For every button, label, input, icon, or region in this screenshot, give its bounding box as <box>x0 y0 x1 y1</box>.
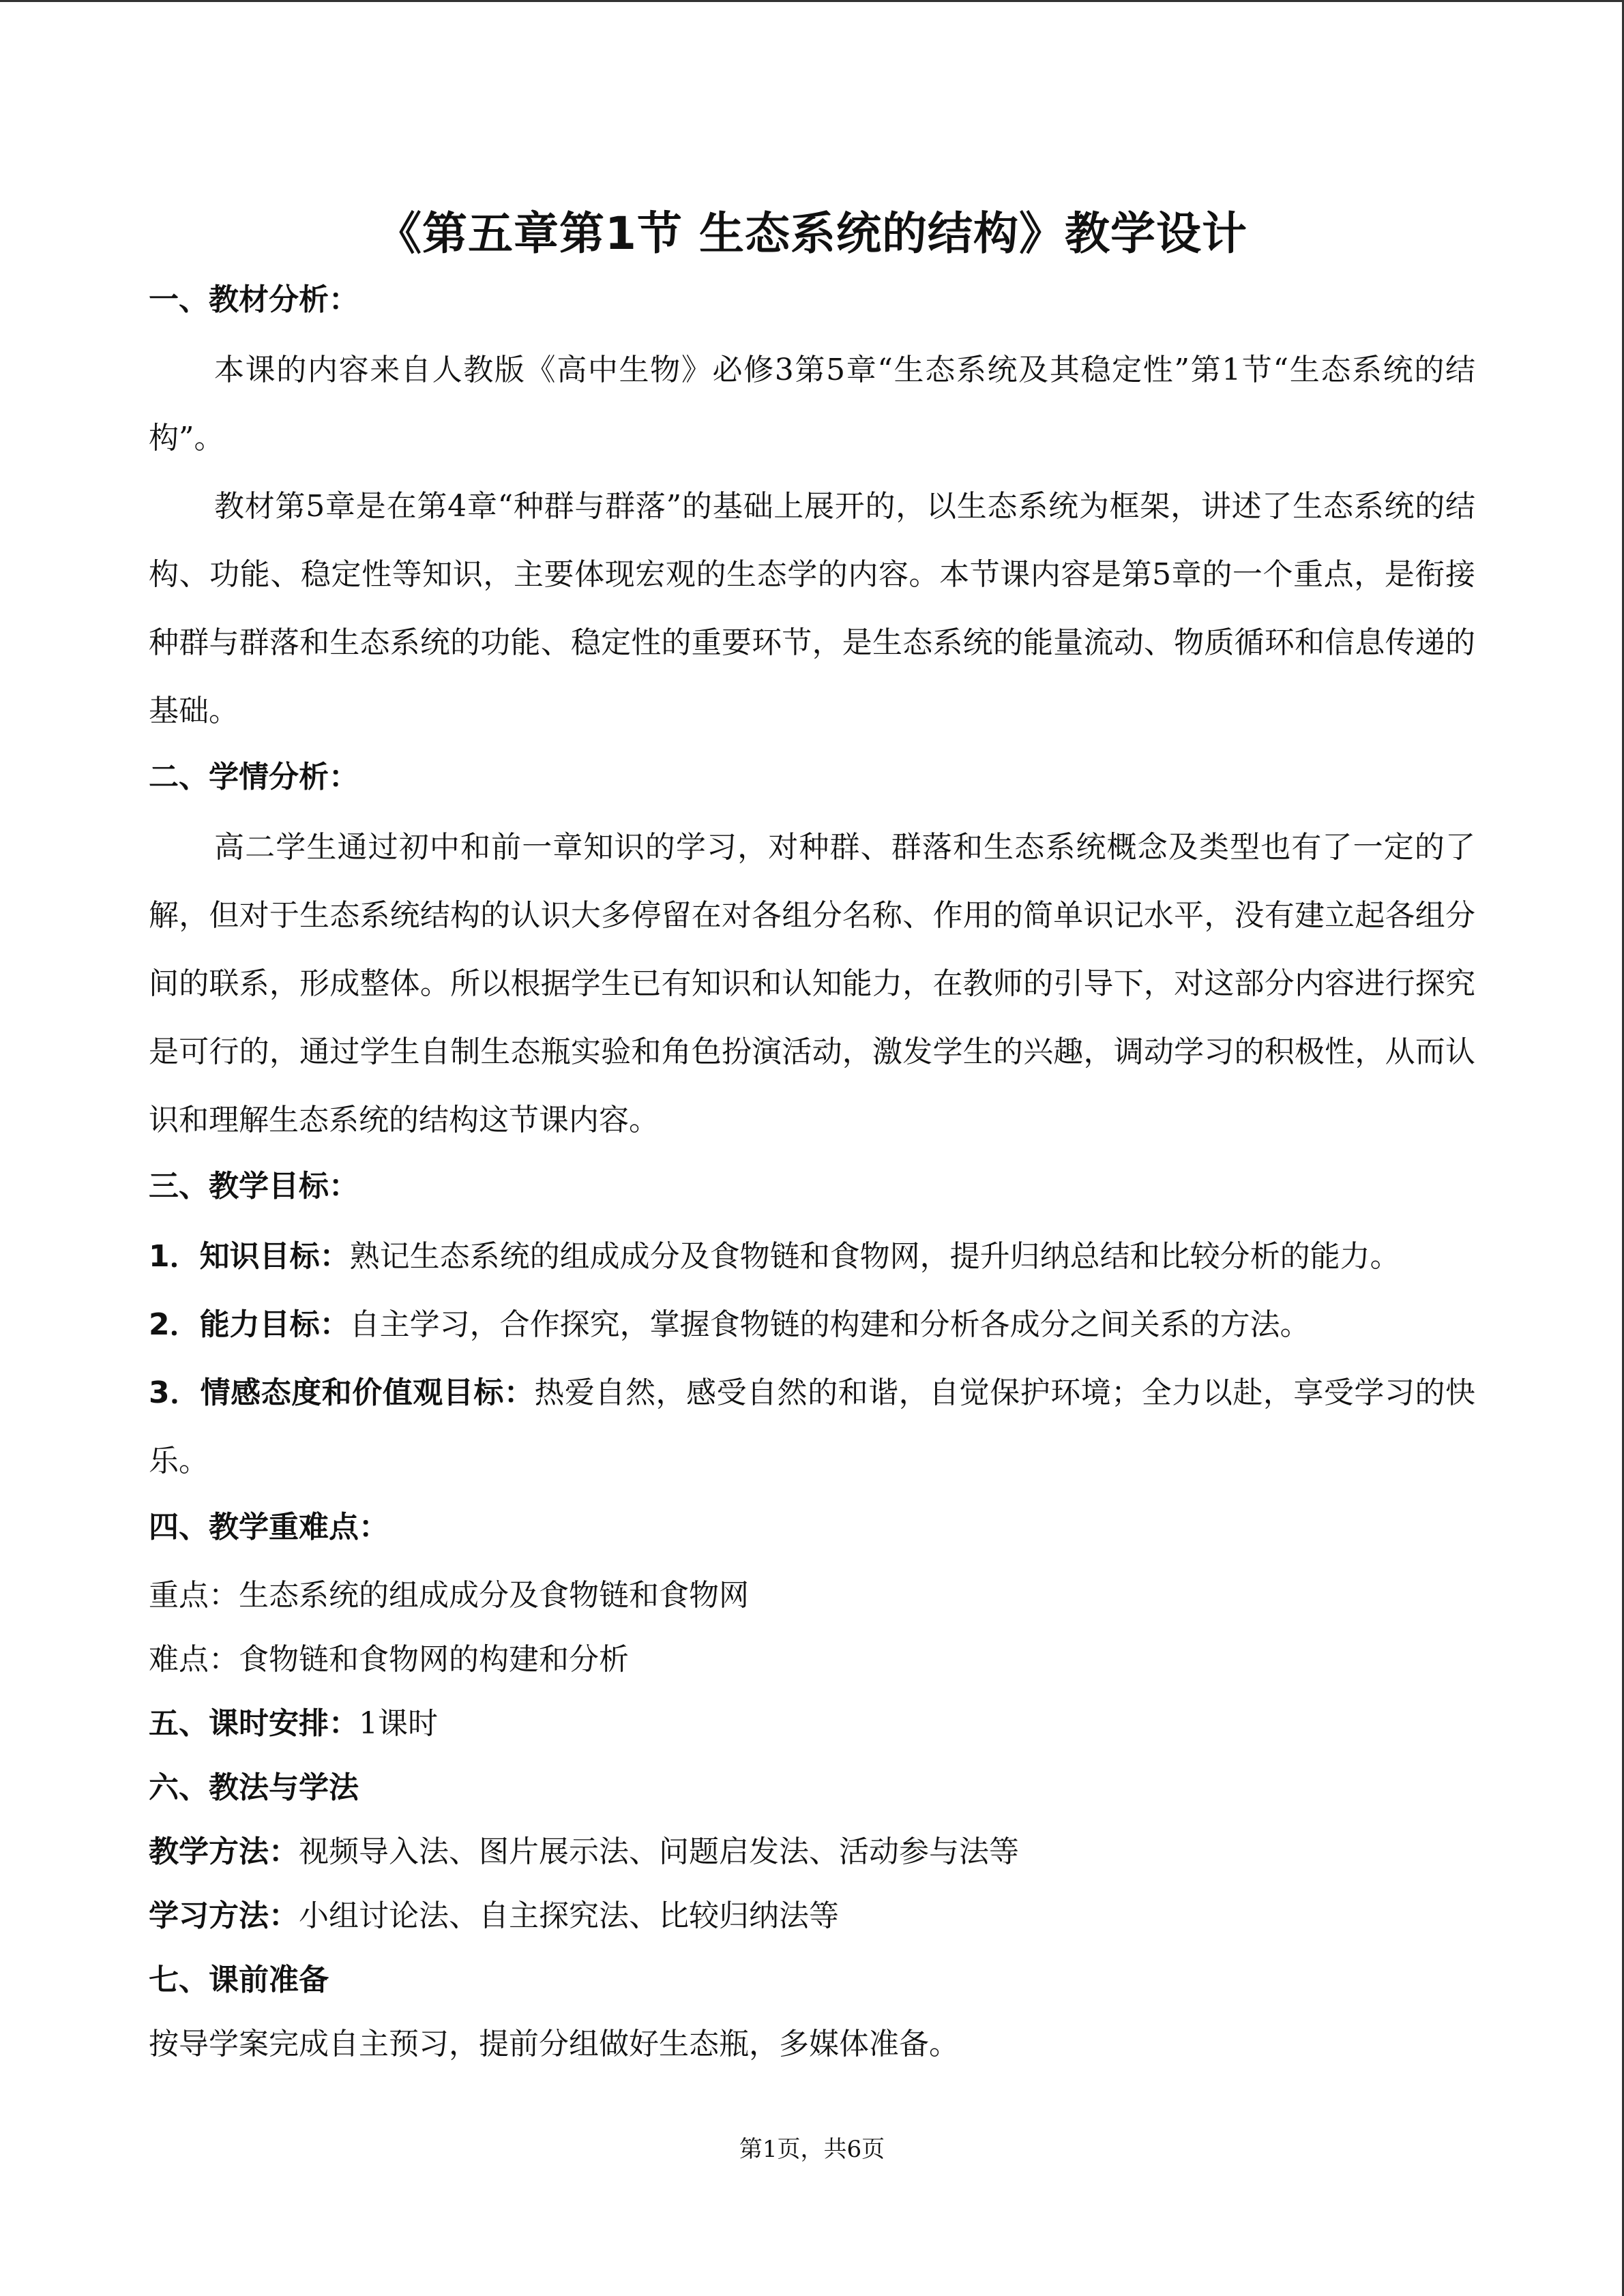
paragraph-student-analysis: 高二学生通过初中和前一章知识的学习，对种群、群落和生态系统概念及类型也有了一定的了解，但对于生态系统结构的认识大多停留在对各组分名称、作用的简单识记水平，没有建立起各组分间的联系，形成整体。所以根据学生已有知识和认知能力，在教师的引导下，对这部分内容进行探究是可行的，通过学生自制生态瓶实验和角色扮演活动，激发学生的兴趣，调动学习的积极性，从而认识和理解生态系统的结构这节课内容。 <box>149 830 1475 1137</box>
learning-methods-label: 学习方法： <box>149 1898 299 1933</box>
teaching-methods-label: 教学方法： <box>149 1834 299 1869</box>
paragraph-textbook-context: 教材第5章是在第4章“种群与群落”的基础上展开的，以生态系统为框架，讲述了生态系统的结构、功能、稳定性等知识，主要体现宏观的生态学的内容。本节课内容是第5章的一个重点，是衔接种群与群落和生态系统的功能、稳定性的重要环节，是生态系统的能量流动、物质循环和信息传递的基础。 <box>149 489 1475 728</box>
section-heading-teaching-objectives: 三、教学目标： <box>149 1169 359 1204</box>
class-hours-value: 1课时 <box>359 1706 438 1741</box>
section-heading-class-hours: 五、课时安排： <box>149 1706 359 1741</box>
section-heading-student-analysis: 二、学情分析： <box>149 760 359 794</box>
learning-methods-line <box>149 1884 1475 1948</box>
objective-item-attitude <box>149 1359 1475 1495</box>
objective-text: 熟记生态系统的组成成分及食物链和食物网，提升归纳总结和比较分析的能力。 <box>349 1239 1400 1274</box>
document-body <box>149 200 1475 2076</box>
section-heading-methods: 六、教法与学法 <box>149 1770 359 1805</box>
objective-item-knowledge <box>149 1223 1475 1291</box>
class-hours-line <box>149 1692 1475 1756</box>
document-title: 《第五章第1节 生态系统的结构》教学设计 <box>377 207 1247 260</box>
section-heading-key-difficult-points: 四、教学重难点： <box>149 1510 389 1545</box>
page-number-footer: 第1页，共6页 <box>739 2136 885 2163</box>
objective-item-ability <box>149 1291 1475 1359</box>
objective-number: 2． <box>149 1307 200 1342</box>
difficult-point-line: 难点：食物链和食物网的构建和分析 <box>149 1642 629 1677</box>
objective-label: 知识目标： <box>199 1239 350 1274</box>
objective-number: 3． <box>149 1375 201 1410</box>
paragraph-textbook-source: 本课的内容来自人教版《高中生物》必修3第5章“生态系统及其稳定性”第1节“生态系统的结构”。 <box>149 353 1475 456</box>
objective-label: 能力目标： <box>199 1307 350 1342</box>
section-heading-textbook-analysis: 一、教材分析： <box>149 282 359 317</box>
objective-text: 自主学习，合作探究，掌握食物链的构建和分析各成分之间关系的方法。 <box>349 1307 1310 1342</box>
section-heading-preparation: 七、课前准备 <box>149 1963 329 1997</box>
teaching-methods-text: 视频导入法、图片展示法、问题启发法、活动参与法等 <box>299 1834 1019 1869</box>
preparation-text: 按导学案完成自主预习，提前分组做好生态瓶，多媒体准备。 <box>149 2027 959 2061</box>
objective-label: 情感态度和价值观目标： <box>200 1375 535 1410</box>
learning-methods-text: 小组讨论法、自主探究法、比较归纳法等 <box>299 1898 839 1933</box>
objective-number: 1． <box>149 1239 200 1274</box>
key-point-line: 重点：生态系统的组成成分及食物链和食物网 <box>149 1578 749 1613</box>
objective-text: 热爱自然，感受自然的和谐，自觉保护环境；全力以赴，享受学习的快乐。 <box>149 1375 1475 1478</box>
teaching-methods-line <box>149 1820 1475 1884</box>
